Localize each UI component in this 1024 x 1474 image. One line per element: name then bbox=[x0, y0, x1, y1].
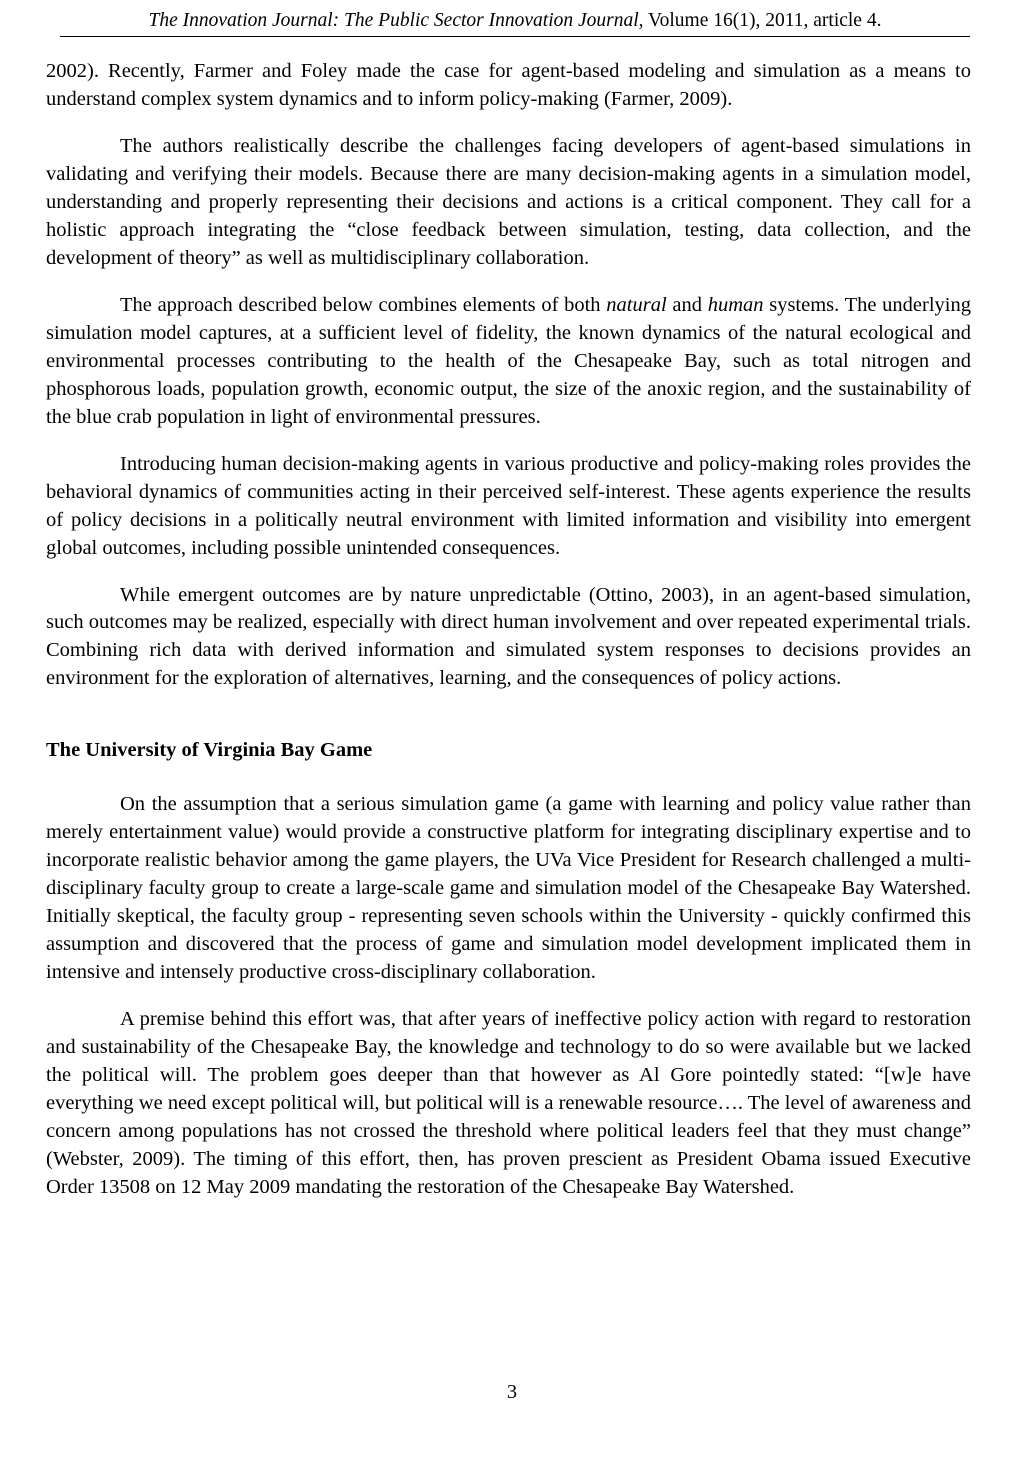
page-number: 3 bbox=[506, 1381, 518, 1403]
body-text bbox=[46, 58, 971, 1202]
paragraph-approach-described: The approach described below combines elements of both natural and human systems. The underlying simulation model captures, at a sufficient level of fidelity, the known dynamics of the natural ecological and environmental processes contributing to the health of the Chesapeake Bay, such as total nitrogen and phosphorous loads, population growth, economic output, the size of the anoxic region, and the sustainability of the blue crab population in light of environmental pressures. bbox=[46, 293, 971, 428]
paragraph-assumption: On the assumption that a serious simulation game (a game with learning and policy value rather than merely entertainment value) would provide a constructive platform for integrating disciplinary expertise and to incorporate realistic behavior among the game players, the UVa Vice President for Research challenged a multi-disciplinary faculty group to create a large-scale game and simulation model of the Chesapeake Bay Watershed. Initially skeptical, the faculty group - representing seven schools within the University - quickly confirmed this assumption and discovered that the process of game and simulation model development implicated them in intensive and intensely productive cross-disciplinary collaboration. bbox=[46, 793, 971, 984]
paragraph-premise: A premise behind this effort was, that after years of ineffective policy action with regard to restoration and sustainability of the Chesapeake Bay, the knowledge and technology to do so were available but we lacked the political will. The problem goes deeper than that however as Al Gore pointedly stated: “[w]e have everything we need except political will, but political will is a renewable resource…. The level of awareness and concern among populations has not crossed the threshold where political leaders feel that they must change” (Webster, 2009). The timing of this effort, then, has proven prescient as President Obama issued Executive Order 13508 on 12 May 2009 mandating the restoration of the Chesapeake Bay Watershed. bbox=[46, 1008, 971, 1198]
paragraph-introducing-agents: Introducing human decision-making agents in various productive and policy-making roles provides the behavioral dynamics of communities acting in their perceived self-interest. These agents experience the results of policy decisions in a politically neutral environment with limited information and visibility into emergent global outcomes, including possible unintended consequences. bbox=[46, 452, 971, 559]
section-heading: The University of Virginia Bay Game bbox=[46, 739, 373, 762]
journal-title: The Innovation Journal: The Public Sector Innovation Journal, bbox=[148, 10, 644, 31]
running-header bbox=[60, 8, 970, 37]
issue-info: Volume 16(1), 2011, article 4. bbox=[643, 10, 882, 31]
paragraph-emergent-outcomes: While emergent outcomes are by nature unpredictable (Ottino, 2003), in an agent-based simulation, such outcomes may be realized, especially with direct human involvement and over repeated experimental trials. Combining rich data with derived information and simulated system responses to decisions provides an environment for the exploration of alternatives, learning, and the consequences of policy actions. bbox=[46, 583, 971, 690]
paragraph-authors-describe: The authors realistically describe the challenges facing developers of agent-based simulations in validating and verifying their models. Because there are many decision-making agents in a simulation model, understanding and properly representing their decisions and actions is a critical component. They call for a holistic approach integrating the “close feedback between simulation, testing, data collection, and the development of theory” as well as multidisciplinary collaboration. bbox=[46, 134, 971, 269]
paragraph-continued: 2002). Recently, Farmer and Foley made the case for agent-based modeling and simulation as a means to understand complex system dynamics and to inform policy-making (Farmer, 2009). bbox=[46, 60, 971, 110]
